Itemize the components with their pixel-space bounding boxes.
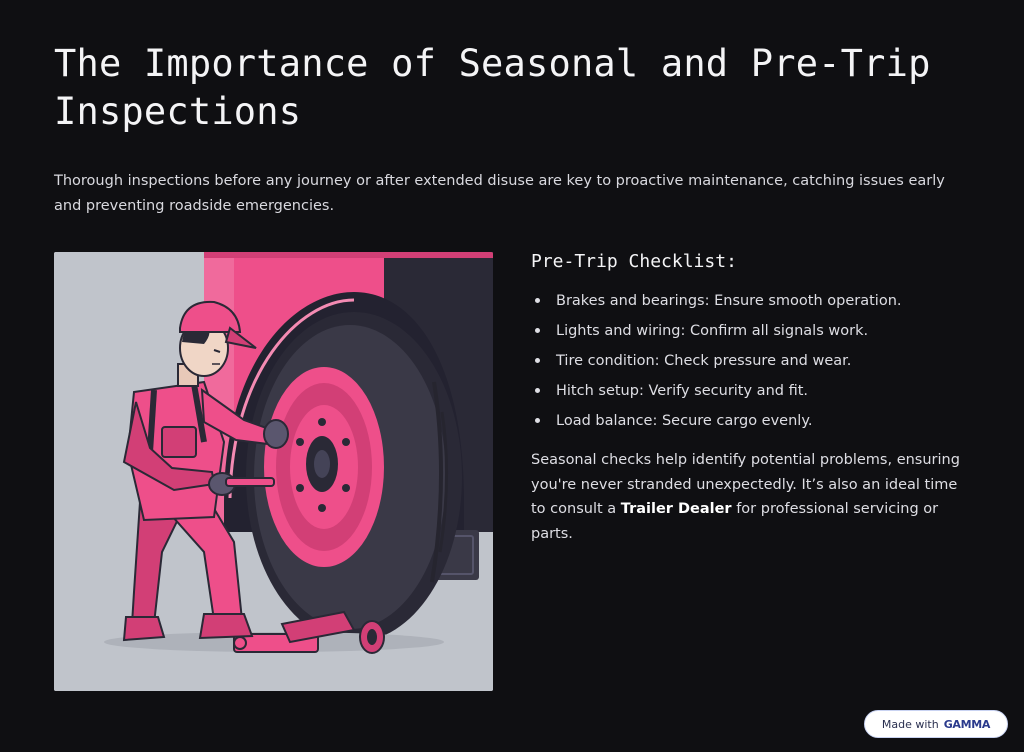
checklist-item-tires [531,350,991,380]
checklist-item-text: Brakes and bearings: Ensure smooth operation. [556,293,902,309]
bullet-icon [535,328,540,333]
checklist-item-text: Lights and wiring: Confirm all signals work. [556,323,869,339]
checklist-item-text: Hitch setup: Verify security and fit. [556,383,809,399]
summary-text-after: for professional servicing or parts. [531,501,939,542]
made-with-label: Made with [881,717,939,731]
bullet-icon [535,358,540,363]
pre-trip-checklist [531,290,991,440]
intro-paragraph: Thorough inspections before any journey or after extended disuse are key to proactive maintenance, catching issues early and preventing roadside emergencies. [54,173,945,214]
checklist-item-load [531,410,991,440]
checklist-heading: Pre-Trip Checklist: [531,251,737,272]
bullet-icon [535,388,540,393]
checklist-item-text: Tire condition: Check pressure and wear. [556,353,852,369]
checklist-item-brakes [531,290,991,320]
checklist-item-hitch [531,380,991,410]
bullet-icon [535,298,540,303]
checklist-item-text: Load balance: Secure cargo evenly. [556,413,813,429]
mechanic-illustration [54,252,493,691]
trailer-dealer-emphasis: Trailer Dealer [620,501,732,517]
made-with-gamma-badge[interactable] [864,710,1008,738]
wheel-rim [264,367,384,567]
page-title: The Importance of Seasonal and Pre-Trip Inspections [54,42,931,133]
bullet-icon [535,418,540,423]
gamma-logo-icon: GAMMA [943,717,991,731]
summary-text-before: Seasonal checks help identify potential problems, ensuring you're never stranded unexpectedly. It’s also an ideal time to consult a [531,452,960,517]
summary-paragraph [531,448,971,546]
checklist-item-lights [531,320,991,350]
